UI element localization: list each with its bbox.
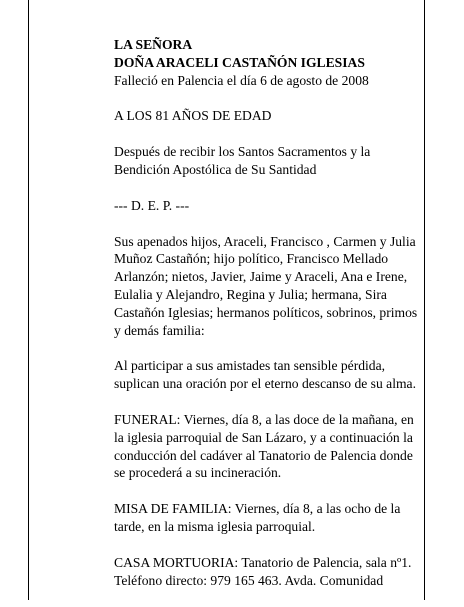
family-block bbox=[114, 233, 426, 340]
funeral-line: la iglesia parroquial de San Lázaro, y a continuación la bbox=[114, 429, 413, 445]
age-line: A LOS 81 AÑOS DE EDAD bbox=[114, 108, 272, 124]
funeral-line: se procederá a su incineración. bbox=[114, 465, 282, 481]
request-line: suplican una oración por el eterno descanso de su alma. bbox=[114, 376, 416, 392]
header-title: LA SEÑORA bbox=[114, 37, 193, 52]
request-block bbox=[114, 357, 426, 393]
mortuary-line: CASA MORTUORIA: Tanatorio de Palencia, sala nº1. bbox=[114, 554, 412, 570]
age-block bbox=[114, 107, 426, 125]
rip-line: --- D. E. P. --- bbox=[114, 197, 190, 213]
family-line: Muñoz Castañón; hijo político, Francisco Mellado bbox=[114, 251, 389, 267]
funeral-line: conducción del cadáver al Tanatorio de Palencia donde bbox=[114, 447, 413, 463]
family-line: Sus apenados hijos, Araceli, Francisco , Carmen y Julia bbox=[114, 233, 416, 249]
family-mass-block bbox=[114, 500, 426, 536]
funeral-line: FUNERAL: Viernes, día 8, a las doce de la mañana, en bbox=[114, 411, 414, 427]
obituary-content bbox=[114, 36, 426, 607]
family-line: Eulalia y Alejandro, Regina y Julia; hermana, Sira bbox=[114, 286, 387, 302]
sacraments-line: Bendición Apostólica de Su Santidad bbox=[114, 161, 317, 177]
family-mass-line: MISA DE FAMILIA: Viernes, día 8, a las ocho de la bbox=[114, 501, 401, 517]
family-mass-line: tarde, en la misma iglesia parroquial. bbox=[114, 518, 316, 534]
family-line: Arlanzón; nietos, Javier, Jaime y Araceli, Ana e Irene, bbox=[114, 269, 408, 285]
family-line: y demás familia: bbox=[114, 322, 205, 338]
deceased-name: DOÑA ARACELI CASTAÑÓN IGLESIAS bbox=[114, 54, 365, 70]
request-line: Al participar a sus amistades tan sensible pérdida, bbox=[114, 358, 386, 374]
death-notice: Falleció en Palencia el día 6 de agosto de 2008 bbox=[114, 72, 369, 88]
rip-block bbox=[114, 197, 426, 215]
mortuary-line: Teléfono directo: 979 165 463. Avda. Comunidad bbox=[114, 572, 384, 588]
sacraments-line: Después de recibir los Santos Sacramentos y la bbox=[114, 144, 371, 160]
sacraments-block bbox=[114, 143, 426, 179]
header-block bbox=[114, 36, 426, 89]
funeral-block bbox=[114, 411, 426, 482]
family-line: Castañón Iglesias; hermanos políticos, sobrinos, primos bbox=[114, 304, 418, 320]
mortuary-block bbox=[114, 554, 426, 590]
